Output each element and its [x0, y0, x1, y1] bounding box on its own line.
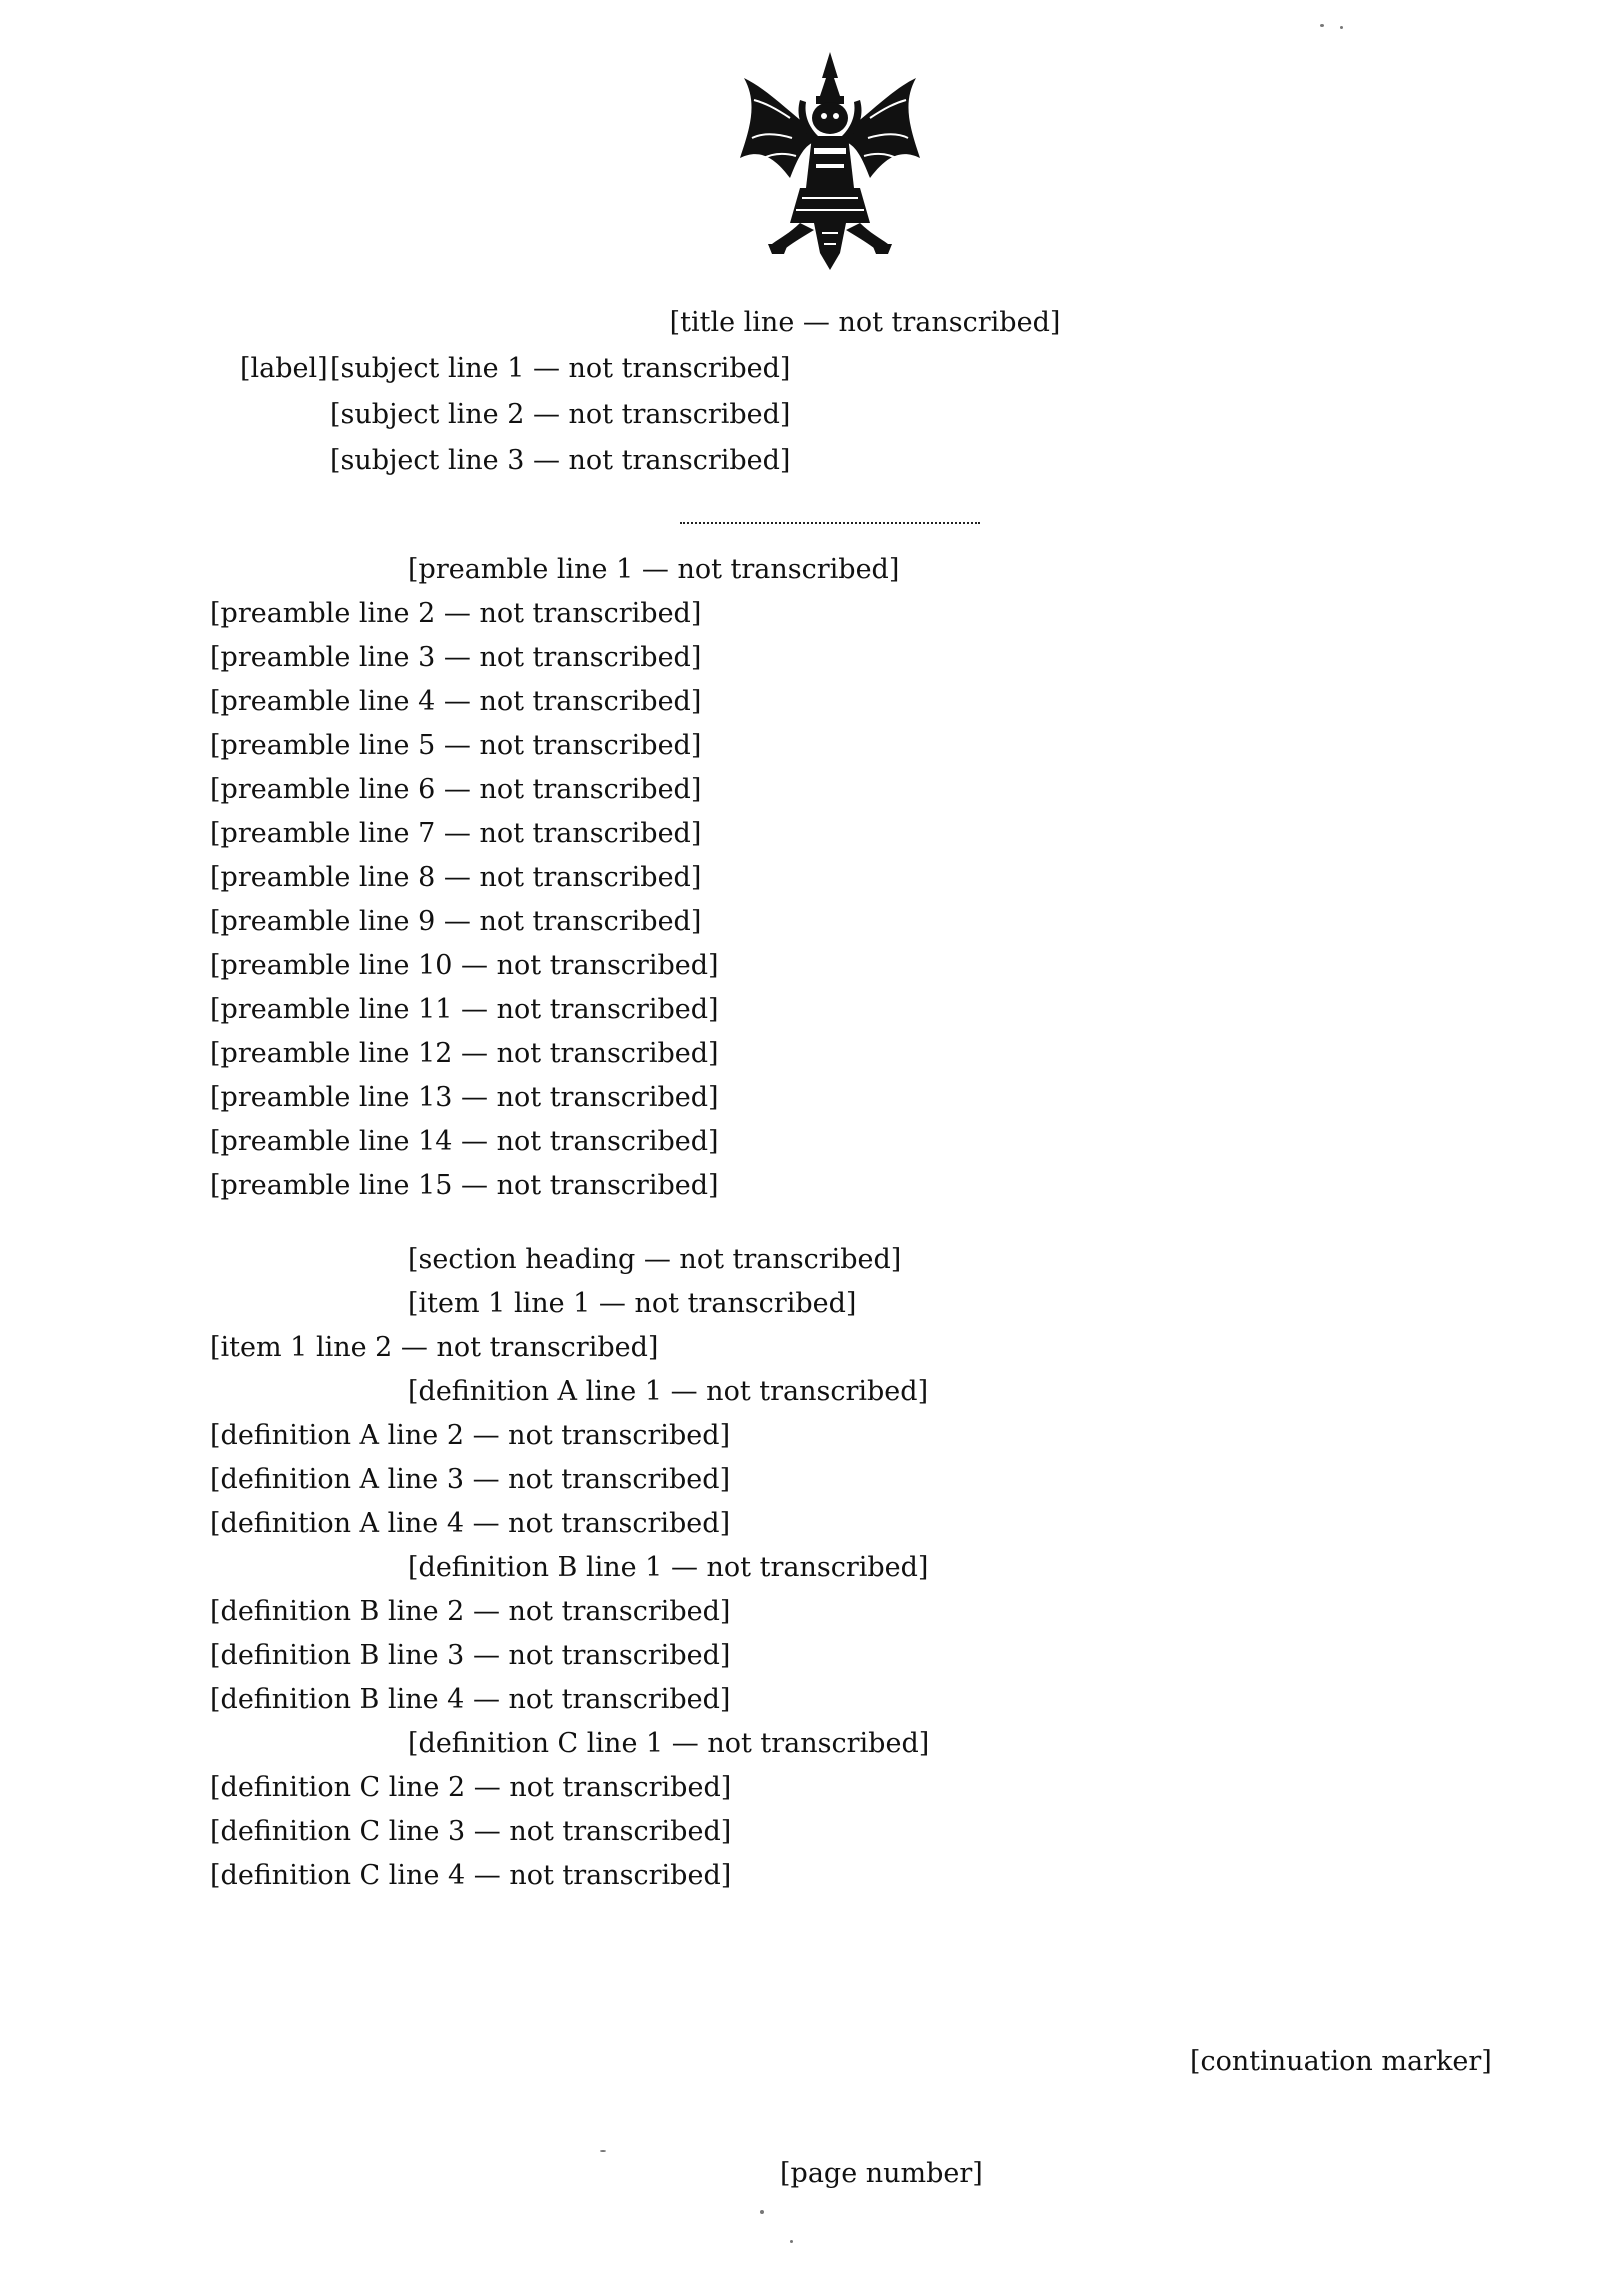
preamble-line: [preamble line 8 — not transcribed]: [210, 862, 702, 893]
page-number: [page number]: [780, 2158, 983, 2189]
subject-label: [label]: [240, 353, 328, 384]
notice-subject: [240, 346, 1490, 484]
scan-speck: [1320, 24, 1324, 27]
subject-line: [subject line 3 — not transcribed]: [330, 445, 791, 476]
definition-b: [210, 1546, 1480, 1722]
definition-line: [definition C line 3 — not transcribed]: [210, 1816, 732, 1847]
preamble-line: [preamble line 12 — not transcribed]: [210, 1038, 719, 1069]
item-line: [item 1 line 2 — not transcribed]: [210, 1332, 659, 1363]
preamble-line: [preamble line 5 — not transcribed]: [210, 730, 702, 761]
preamble-line: [preamble line 3 — not transcribed]: [210, 642, 702, 673]
definition-line: [definition B line 2 — not transcribed]: [210, 1596, 731, 1627]
preamble-line: [preamble line 2 — not transcribed]: [210, 598, 702, 629]
preamble-paragraph: [210, 548, 1480, 1208]
scan-speck: [1340, 26, 1343, 29]
subject-line: [subject line 1 — not transcribed]: [330, 353, 791, 384]
preamble-line: [preamble line 7 — not transcribed]: [210, 818, 702, 849]
definition-line: [definition A line 4 — not transcribed]: [210, 1508, 731, 1539]
preamble-line: [preamble line 6 — not transcribed]: [210, 774, 702, 805]
scan-speck: [790, 2240, 793, 2243]
preamble-line: [preamble line 9 — not transcribed]: [210, 906, 702, 937]
definition-line: [definition C line 4 — not transcribed]: [210, 1860, 732, 1891]
preamble-line: [preamble line 4 — not transcribed]: [210, 686, 702, 717]
preamble-line: [preamble line 1 — not transcribed]: [408, 554, 900, 585]
notice-title: [title line — not transcribed]: [669, 307, 1061, 338]
item-line: [item 1 line 1 — not transcribed]: [408, 1288, 857, 1319]
preamble-line: [preamble line 14 — not transcribed]: [210, 1126, 719, 1157]
item-1: [210, 1282, 1480, 1370]
definition-line: [definition B line 1 — not transcribed]: [408, 1552, 929, 1583]
notice-body: [210, 548, 1480, 1898]
definition-line: [definition C line 1 — not transcribed]: [408, 1728, 930, 1759]
subject-line: [subject line 2 — not transcribed]: [330, 399, 791, 430]
scan-speck: [600, 2150, 606, 2152]
definition-line: [definition A line 3 — not transcribed]: [210, 1464, 731, 1495]
definition-line: [definition B line 4 — not transcribed]: [210, 1684, 731, 1715]
definition-c: [210, 1722, 1480, 1898]
definition-line: [definition A line 1 — not transcribed]: [408, 1376, 929, 1407]
continuation-marker: [continuation marker]: [1190, 2046, 1492, 2077]
definition-line: [definition B line 3 — not transcribed]: [210, 1640, 731, 1671]
garuda-emblem-icon: [730, 48, 930, 278]
preamble-line: [preamble line 15 — not transcribed]: [210, 1170, 719, 1201]
subject-text: [330, 346, 1490, 484]
dotted-divider: [680, 522, 980, 524]
definition-a: [210, 1370, 1480, 1546]
preamble-line: [preamble line 11 — not transcribed]: [210, 994, 719, 1025]
preamble-line: [preamble line 13 — not transcribed]: [210, 1082, 719, 1113]
definition-line: [definition C line 2 — not transcribed]: [210, 1772, 732, 1803]
notice-header: [240, 300, 1490, 484]
section-heading: [section heading — not transcribed]: [408, 1244, 902, 1275]
scan-speck: [760, 2210, 764, 2214]
definition-line: [definition A line 2 — not transcribed]: [210, 1420, 731, 1451]
preamble-line: [preamble line 10 — not transcribed]: [210, 950, 719, 981]
